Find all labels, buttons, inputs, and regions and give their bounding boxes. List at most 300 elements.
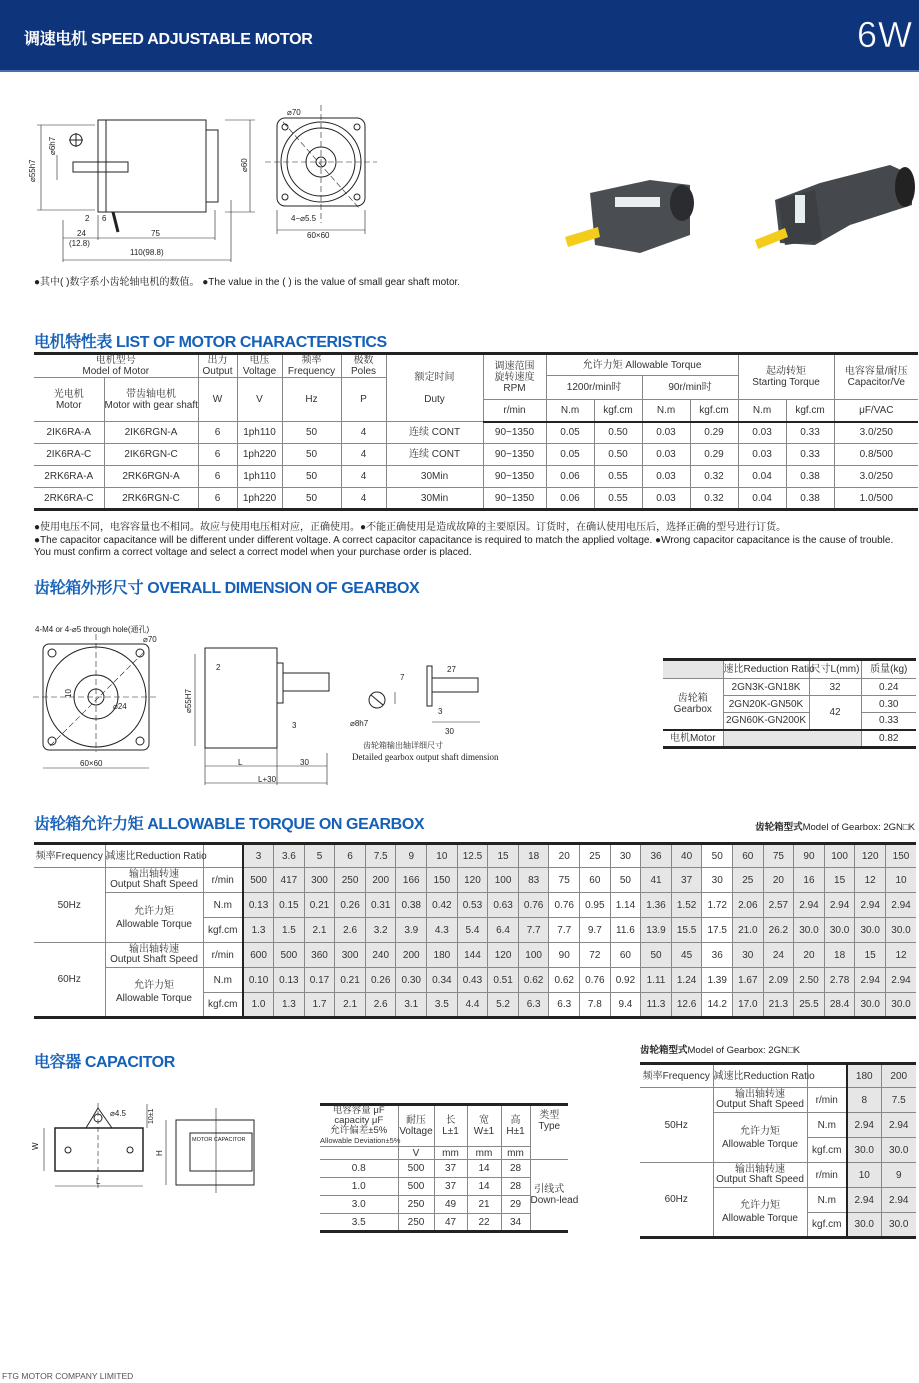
dim-6: 6 [102, 214, 107, 223]
h-width: 宽 [479, 1115, 489, 1126]
motor-product-photos [560, 145, 919, 255]
value: 3.2 [365, 918, 396, 943]
gearbox-label-en: Gearbox [673, 703, 712, 715]
dim-d24: ⌀24 [113, 702, 127, 711]
ratio: 7.5 [365, 844, 396, 868]
cell: 22 [467, 1214, 501, 1232]
unit: kgf.cm [807, 1213, 847, 1238]
dim-holes: 4-M4 or 4-⌀5 through hole(通孔) [35, 625, 150, 634]
ratio: 15 [488, 844, 519, 868]
cell: 0.32 [690, 488, 738, 510]
value: 0.13 [243, 893, 274, 918]
cell: 3.0/250 [834, 422, 918, 444]
cell: 0.03 [642, 444, 690, 466]
value: 1.67 [733, 968, 764, 993]
value: 0.76 [580, 968, 611, 993]
ratio: 18 [518, 844, 549, 868]
section-title-capacitor: 电容器 CAPACITOR [34, 1054, 175, 1071]
value: 1.3 [274, 993, 305, 1018]
dim-H: H [155, 1150, 164, 1156]
h-duty: 额定时间 [414, 371, 455, 383]
value: 30.0 [847, 1138, 881, 1163]
dim-L30: L+30 [258, 775, 277, 784]
cell: 47 [434, 1214, 467, 1232]
power-rating: 6W [857, 14, 913, 55]
cell: 90~1350 [483, 466, 546, 488]
value: 30.0 [881, 1138, 916, 1163]
unit: kgf.cm [203, 918, 243, 943]
value: 21.0 [733, 918, 764, 943]
value: 200 [365, 868, 396, 893]
h-volt: 电压 [249, 355, 270, 366]
table-row [34, 444, 918, 466]
value: 50 [641, 943, 672, 968]
value: 10 [847, 1163, 881, 1188]
table-row [640, 1163, 916, 1188]
table-row [640, 1088, 916, 1113]
cell: 0.05 [546, 444, 594, 466]
value: 7.5 [881, 1088, 916, 1113]
speed-cn: 输出轴转速 [735, 1089, 785, 1100]
torque-en: Allowable Torque [116, 993, 192, 1004]
h-deviation: 允许偏差±5% [330, 1125, 388, 1136]
h-gear-en: Motor with gear shaft [104, 399, 198, 411]
value: 0.10 [243, 968, 274, 993]
h-length: 长 [445, 1115, 456, 1126]
cell: 1.0/500 [834, 488, 918, 510]
table-row [34, 466, 918, 488]
torque-label [105, 968, 203, 1018]
value: 0.38 [396, 893, 427, 918]
value: 26.2 [763, 918, 794, 943]
ratio: 60 [733, 844, 764, 868]
header-title: 调速电机 SPEED ADJUSTABLE MOTOR [24, 31, 313, 48]
value: 3.9 [396, 918, 427, 943]
value: 166 [396, 868, 427, 893]
value: 41 [641, 868, 672, 893]
value: 30.0 [824, 918, 855, 943]
speed-en: Output Shaft Speed [110, 954, 198, 965]
value: 30 [702, 868, 733, 893]
value: 2.94 [881, 1188, 916, 1213]
gearbox-label: 齿轮箱 [677, 692, 708, 704]
speed-en: Output Shaft Speed [110, 879, 198, 890]
h-ratio: 速比Reduction Ratio [723, 660, 809, 679]
value: 500 [274, 943, 305, 968]
cell: 0.32 [690, 466, 738, 488]
value: 2.94 [847, 1188, 881, 1213]
value: 1.39 [702, 968, 733, 993]
value: 0.62 [518, 968, 549, 993]
cell: 28 [501, 1178, 530, 1196]
cell: 2RK6RGN-C [104, 488, 198, 510]
cell: 0.29 [690, 422, 738, 444]
value: 30.0 [855, 918, 886, 943]
h-torque: 允许力矩 Allowable Torque [546, 354, 738, 376]
cell: 0.55 [594, 488, 642, 510]
torque-cn: 允许力矩 [740, 1125, 780, 1137]
ratio: 10 [427, 844, 458, 868]
value: 6.3 [518, 993, 549, 1018]
value: 150 [427, 868, 458, 893]
value: 60 [580, 868, 611, 893]
type-cn: 引线式 [534, 1184, 565, 1195]
cell: 0.33 [786, 444, 834, 466]
value: 1.7 [304, 993, 335, 1018]
cell: 2IK6RGN-A [104, 422, 198, 444]
value: 0.43 [457, 968, 488, 993]
frequency: 50Hz [34, 868, 105, 943]
dim-10: 10±1 [148, 1108, 155, 1124]
torque-label [713, 1188, 807, 1238]
dim-d55: ⌀55H7 [184, 689, 193, 713]
value: 417 [274, 868, 305, 893]
value: 18 [824, 943, 855, 968]
u-kgf: kgf.cm [690, 400, 738, 422]
h-frequency: 频率Frequency [640, 1064, 713, 1088]
mass: 0.24 [861, 679, 916, 696]
value: 8 [847, 1088, 881, 1113]
value: 500 [243, 868, 274, 893]
cell: 0.8 [320, 1160, 398, 1178]
h-t1200: 1200r/min时 [546, 376, 642, 400]
h-ratio: 减速比Reduction Ratio [713, 1064, 807, 1088]
u-kgf: kgf.cm [594, 400, 642, 422]
gearbox-model-note-2 [640, 1044, 800, 1057]
cell: 1.0 [320, 1178, 398, 1196]
value: 2.50 [794, 968, 825, 993]
ratio: 180 [847, 1064, 881, 1088]
value: 0.42 [427, 893, 458, 918]
model-cn: 齿轮箱型式 [640, 1045, 688, 1056]
h-rpm: 调速范围 [494, 360, 535, 372]
dim-27: 27 [447, 665, 456, 674]
value: 30.0 [794, 918, 825, 943]
table-row [34, 422, 918, 444]
table-row [320, 1160, 568, 1178]
unit: r/min [203, 868, 243, 893]
table-row [34, 943, 916, 968]
cell: 0.04 [738, 488, 786, 510]
value: 9 [881, 1163, 916, 1188]
u-nm: N.m [642, 400, 690, 422]
value: 0.63 [488, 893, 519, 918]
h-start: 起动转矩 [766, 366, 807, 377]
shaft-caption-cn: 齿轮箱输出轴详细尺寸 [363, 741, 443, 750]
model-en: Model of Gearbox: 2GN□K [802, 822, 915, 833]
cell: 1ph220 [237, 444, 282, 466]
cell: 37 [434, 1160, 467, 1178]
cell: 30Min [386, 488, 483, 510]
h-volt-en: Voltage [242, 366, 277, 377]
value: 14.2 [702, 993, 733, 1018]
value: 2.94 [855, 968, 886, 993]
gearbox-dimension-table [663, 658, 916, 749]
note-cn: ●使用电压不同，电容容量也不相同。故应与使用电压相对应，正确使用。●不能正确使用是造成故障的主要原因。订货时，在确认使用电压后，选择正确的型号进行订货。 [34, 522, 787, 533]
dim-d45: ⌀4.5 [110, 1109, 126, 1118]
cell: 21 [467, 1196, 501, 1214]
cell: 6 [198, 488, 237, 510]
h-width-en: W±1 [473, 1126, 495, 1137]
value: 2.94 [885, 893, 916, 918]
table-row [34, 868, 916, 893]
u-hz: Hz [282, 378, 341, 422]
value: 0.62 [549, 968, 580, 993]
cell: 2RK6RGN-A [104, 466, 198, 488]
unit: kgf.cm [203, 993, 243, 1018]
capacitor-label: MOTOR CAPACITOR [192, 1137, 246, 1143]
dim-10: 10 [64, 689, 73, 698]
h-freq-en: Frequency [287, 366, 336, 377]
dim-d8: ⌀8h7 [350, 719, 369, 728]
cell: 28 [501, 1160, 530, 1178]
u-nm: N.m [546, 400, 594, 422]
value: 17.0 [733, 993, 764, 1018]
value: 7.7 [549, 918, 580, 943]
cell: 4 [341, 444, 386, 466]
cell: 49 [434, 1196, 467, 1214]
header-row [34, 844, 916, 868]
frequency: 60Hz [640, 1163, 713, 1238]
value: 37 [671, 868, 702, 893]
h-motor: 光电机 [53, 388, 84, 400]
value: 3.1 [396, 993, 427, 1018]
value: 30.0 [885, 993, 916, 1018]
cell: 6 [198, 466, 237, 488]
cell: 0.06 [546, 466, 594, 488]
cell: 0.03 [738, 444, 786, 466]
value: 2.94 [855, 893, 886, 918]
value: 0.76 [518, 893, 549, 918]
cell: 50 [282, 422, 341, 444]
footer-company: FTG MOTOR COMPANY LIMITED [2, 1371, 134, 1381]
value: 83 [518, 868, 549, 893]
dim-d70: ⌀70 [143, 635, 157, 644]
gearbox-model-note [755, 821, 915, 834]
value: 12 [885, 943, 916, 968]
cell: 0.55 [594, 466, 642, 488]
value: 1.14 [610, 893, 641, 918]
h-start-en: Starting Torque [752, 377, 820, 388]
value: 2.09 [763, 968, 794, 993]
unit: r/min [807, 1088, 847, 1113]
value: 144 [457, 943, 488, 968]
dim-square: 60×60 [307, 231, 330, 240]
table-row [34, 488, 918, 510]
frequency: 50Hz [640, 1088, 713, 1163]
cell: 1ph110 [237, 422, 282, 444]
cell: 4 [341, 488, 386, 510]
cell: 29 [501, 1196, 530, 1214]
shaft-caption-en: Detailed gearbox output shaft dimension [352, 752, 499, 762]
dim-110: 110(98.8) [130, 248, 164, 257]
value: 30.0 [885, 918, 916, 943]
dim-d70: ⌀70 [287, 108, 301, 117]
speed-cn: 输出轴转速 [129, 869, 179, 880]
value: 30 [733, 943, 764, 968]
cell: 4 [341, 422, 386, 444]
h-voltage: 耐压 [406, 1115, 426, 1126]
value: 2.1 [304, 918, 335, 943]
u-mm: mm [434, 1147, 467, 1160]
mass: 0.30 [861, 696, 916, 713]
table-row [34, 968, 916, 993]
cell: 2IK6RGN-C [104, 444, 198, 466]
h-duty-en: Duty [424, 393, 445, 405]
section-title-characteristics: 电机特性表 LIST OF MOTOR CHARACTERISTICS [34, 334, 387, 351]
ratio: 3.6 [274, 844, 305, 868]
dim-W: W [31, 1142, 40, 1150]
cell: 14 [467, 1160, 501, 1178]
value: 0.53 [457, 893, 488, 918]
value: 9.4 [610, 993, 641, 1018]
motor-mass: 0.82 [861, 730, 916, 748]
value: 30.0 [881, 1213, 916, 1238]
cell: 3.5 [320, 1214, 398, 1232]
torque-en: Allowable Torque [116, 918, 192, 930]
h-ratio: 减速比Reduction Ratio [105, 844, 203, 868]
unit: N.m [807, 1113, 847, 1138]
u-v: V [237, 378, 282, 422]
h-height: 高 [510, 1115, 521, 1126]
capacitor-dimension-drawing [28, 1098, 258, 1190]
cell: 90~1350 [483, 444, 546, 466]
cell: 3.0 [320, 1196, 398, 1214]
value: 12.6 [671, 993, 702, 1018]
u-kgf: kgf.cm [786, 400, 834, 422]
value: 0.17 [304, 968, 335, 993]
value: 1.5 [274, 918, 305, 943]
cell: 1ph220 [237, 488, 282, 510]
cell: 50 [282, 488, 341, 510]
value: 180 [427, 943, 458, 968]
ratio: 40 [671, 844, 702, 868]
speed-label [713, 1088, 807, 1113]
dim-d55: ⌀55h7 [28, 159, 37, 182]
cell: 14 [467, 1178, 501, 1196]
page-header [0, 0, 919, 72]
h-mass: 质量(kg) [861, 660, 916, 679]
cell: 50 [282, 444, 341, 466]
h-gear: 带齿轴电机 [126, 388, 176, 400]
h-type-en: Type [538, 1121, 561, 1132]
cell: 250 [398, 1196, 434, 1214]
value: 11.3 [641, 993, 672, 1018]
value: 100 [518, 943, 549, 968]
cell: 1ph110 [237, 466, 282, 488]
h-freq: 频率 [301, 355, 322, 366]
dim-7: 7 [400, 673, 405, 682]
motor-photo [565, 180, 694, 253]
unit: N.m [203, 893, 243, 918]
cell: 2RK6RA-C [34, 488, 104, 510]
capacitor-table [320, 1103, 579, 1233]
section-title-gear-dimension: 齿轮箱外形尺寸 OVERALL DIMENSION OF GEARBOX [34, 580, 420, 597]
value: 17.5 [702, 918, 733, 943]
value: 200 [396, 943, 427, 968]
type-en: Down-lead [530, 1195, 579, 1206]
type-cell [530, 1160, 579, 1232]
dim-d6: ⌀6h7 [48, 136, 57, 155]
h-capacity-en: capacity μF [334, 1115, 384, 1126]
gearbox-torque-table-2 [640, 1062, 916, 1239]
value: 10 [885, 868, 916, 893]
value: 6.3 [549, 993, 580, 1018]
value: 0.92 [610, 968, 641, 993]
cell: 0.05 [546, 422, 594, 444]
speed-label [713, 1163, 807, 1188]
ratio-range: 2GN60K-GN200K [723, 713, 809, 730]
dim-L: L [96, 1177, 101, 1186]
value: 4.3 [427, 918, 458, 943]
h-frequency: 频率Frequency [34, 844, 105, 868]
speed-label [105, 868, 203, 893]
ratio: 120 [855, 844, 886, 868]
value: 120 [457, 868, 488, 893]
unit: kgf.cm [807, 1138, 847, 1163]
u-cap: μF/VAC [834, 400, 918, 422]
blank [203, 844, 243, 868]
value: 16 [794, 868, 825, 893]
value: 5.2 [488, 993, 519, 1018]
value: 2.94 [881, 1113, 916, 1138]
value: 9.7 [580, 918, 611, 943]
model-en: Model of Gearbox: 2GN□K [687, 1045, 800, 1056]
dim-shaft-30: 30 [445, 727, 454, 736]
value: 2.94 [885, 968, 916, 993]
value: 45 [671, 943, 702, 968]
cell: 6 [198, 444, 237, 466]
torque-en: Allowable Torque [722, 1213, 798, 1224]
gearmotor-photo [755, 165, 915, 249]
cell: 0.04 [738, 466, 786, 488]
dim-d60: ⌀60 [240, 158, 249, 172]
cell: 4 [341, 466, 386, 488]
torque-label [105, 893, 203, 943]
value: 5.4 [457, 918, 488, 943]
dim-shaft-3: 3 [438, 707, 443, 716]
motor-label: 电机Motor [663, 730, 723, 748]
dim-30: 30 [300, 758, 309, 767]
motor-dimension-drawing [25, 100, 495, 270]
speed-en: Output Shaft Speed [716, 1174, 804, 1185]
value: 4.4 [457, 993, 488, 1018]
value: 1.11 [641, 968, 672, 993]
value: 0.15 [274, 893, 305, 918]
value: 21.3 [763, 993, 794, 1018]
h-poles: 极数 [353, 355, 374, 366]
mass: 0.33 [861, 713, 916, 730]
value: 2.6 [335, 918, 366, 943]
h-poles-en: Poles [351, 366, 377, 377]
cell: 0.8/500 [834, 444, 918, 466]
h-output: 出力 [207, 355, 228, 366]
length: 42 [809, 696, 861, 730]
value: 0.26 [335, 893, 366, 918]
note-en-2: You must confirm a correct voltage and select a correct model when your purchase order is placed. [34, 547, 472, 558]
value: 300 [335, 943, 366, 968]
cell: 250 [398, 1214, 434, 1232]
dim-2: 2 [216, 663, 221, 672]
ratio: 20 [549, 844, 580, 868]
ratio: 5 [304, 844, 335, 868]
value: 0.51 [488, 968, 519, 993]
value: 7.7 [518, 918, 549, 943]
value: 20 [763, 868, 794, 893]
ratio: 75 [763, 844, 794, 868]
value: 0.13 [274, 968, 305, 993]
value: 0.76 [549, 893, 580, 918]
